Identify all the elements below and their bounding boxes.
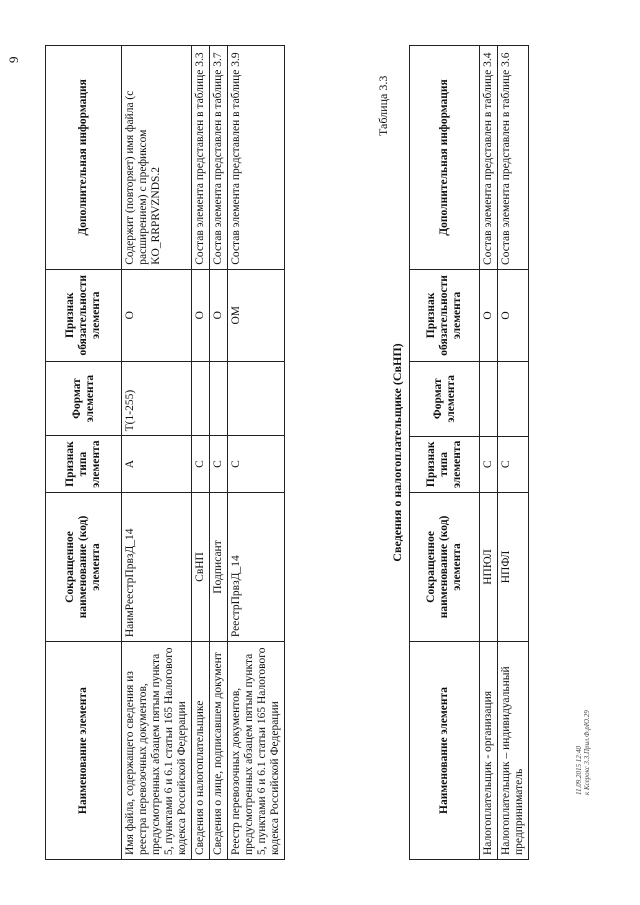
cell-code: РеестрПрвзД_14 bbox=[228, 492, 285, 641]
stamp-line: 11.09.2015 12:40 bbox=[575, 745, 583, 795]
cell-required: О bbox=[122, 269, 192, 361]
cell-info: Состав элемента представлен в таблице 3.9 bbox=[228, 46, 285, 270]
column-header: Наименование элемента bbox=[410, 641, 480, 859]
table-row bbox=[122, 46, 192, 860]
cell-code: НПЮЛ bbox=[480, 493, 498, 642]
cell-format bbox=[210, 361, 228, 436]
table-row bbox=[498, 46, 529, 860]
cell-format bbox=[498, 361, 529, 436]
cell-code: Подписант bbox=[210, 492, 228, 641]
cell-type: С bbox=[228, 436, 285, 492]
cell-type: С bbox=[192, 436, 210, 492]
column-header: Дополнительная информация bbox=[46, 46, 122, 270]
cell-code: НаимРеестрПрвзД_14 bbox=[122, 492, 192, 641]
cell-required: О bbox=[192, 269, 210, 361]
column-header: Формат элемента bbox=[410, 361, 480, 436]
column-header: Формат элемента bbox=[46, 361, 122, 436]
table-caption: Таблица 3.3 bbox=[376, 75, 390, 136]
cell-info: Состав элемента представлен в таблице 3.7 bbox=[210, 46, 228, 270]
stamp-line: к Ксерокс 3.3.Прил.Ф.рЮ.29 bbox=[583, 710, 591, 795]
column-header: Признак обязательности элемента bbox=[46, 269, 122, 361]
cell-info: Состав элемента представлен в таблице 3.3 bbox=[192, 46, 210, 270]
cell-type: А bbox=[122, 436, 192, 492]
cell-format bbox=[480, 361, 498, 436]
column-header: Сокращенное наименование (код) элемента bbox=[410, 493, 480, 642]
cell-required: О bbox=[480, 269, 498, 361]
cell-element-name: Реестр перевозочных документов, предусмотренных абзацем пятым пункта 5, пунктами 6 и 6.1 статьи 165 Налогового кодекса Российской Федерации bbox=[228, 642, 285, 860]
table-row bbox=[192, 46, 210, 860]
cell-info: Состав элемента представлен в таблице 3.6 bbox=[498, 46, 529, 270]
print-stamp bbox=[575, 710, 591, 795]
cell-required: О bbox=[498, 269, 529, 361]
table-row bbox=[480, 46, 498, 860]
table-row bbox=[210, 46, 228, 860]
elements-table-2 bbox=[409, 45, 529, 860]
section-title: Сведения о налогоплательщике (СвНП) bbox=[390, 343, 404, 562]
cell-type: С bbox=[210, 436, 228, 492]
cell-type: С bbox=[480, 436, 498, 492]
cell-code: НПФЛ bbox=[498, 493, 529, 642]
column-header: Признак обязательности элемента bbox=[410, 269, 480, 361]
cell-element-name: Сведения о налогоплательщике bbox=[192, 642, 210, 860]
column-header: Дополнительная информация bbox=[410, 46, 480, 270]
cell-element-name: Сведения о лице, подписавшем документ bbox=[210, 642, 228, 860]
cell-element-name: Налогоплательщик - организация bbox=[480, 641, 498, 859]
column-header: Сокращенное наименование (код) элемента bbox=[46, 492, 122, 641]
cell-info: Содержит (повторяет) имя файла (с расширением) с префиксом KO_RRPRVZNDS.2 bbox=[122, 46, 192, 270]
cell-element-name: Имя файла, содержащего сведения из реестра перевозочных документов, предусмотренных абзацем пятым пункта 5, пунктами 6 и 6.1 статьи 165 Налогового кодекса Российской Федерации bbox=[122, 642, 192, 860]
cell-format: Т(1-255) bbox=[122, 361, 192, 436]
page-number: 9 bbox=[6, 56, 21, 63]
cell-required: ОМ bbox=[228, 269, 285, 361]
column-header: Наименование элемента bbox=[46, 642, 122, 860]
column-header: Признак типа элемента bbox=[46, 436, 122, 492]
cell-element-name: Налогоплательщик – индивидуальный предприниматель bbox=[498, 641, 529, 859]
column-header: Признак типа элемента bbox=[410, 436, 480, 492]
cell-type: С bbox=[498, 436, 529, 492]
cell-code: СвНП bbox=[192, 492, 210, 641]
cell-info: Состав элемента представлен в таблице 3.4 bbox=[480, 46, 498, 270]
elements-table-1 bbox=[45, 45, 285, 860]
table-row bbox=[228, 46, 285, 860]
cell-format bbox=[192, 361, 210, 436]
cell-format bbox=[228, 361, 285, 436]
table-header-row bbox=[410, 46, 480, 860]
cell-required: О bbox=[210, 269, 228, 361]
table-header-row bbox=[46, 46, 122, 860]
